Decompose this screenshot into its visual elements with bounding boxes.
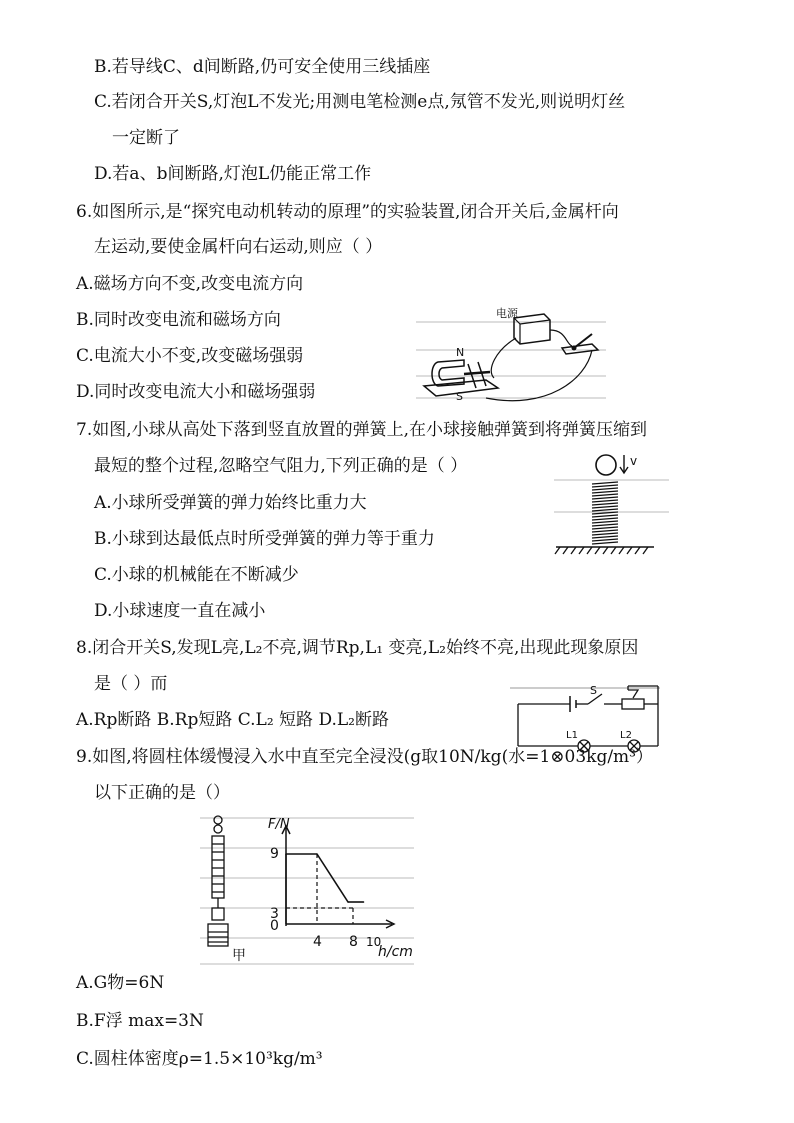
q6-stem-line2: 左运动,要使金属杆向右运动,则应（ ） bbox=[94, 237, 383, 257]
q6-option-d: D.同时改变电流大小和磁场强弱 bbox=[76, 382, 316, 402]
q7-spring-figure bbox=[554, 448, 669, 556]
q5-option-d: D.若a、b间断路,灯泡L仍能正常工作 bbox=[94, 164, 372, 184]
spring-scale-icon bbox=[212, 816, 224, 908]
q9-curve-point bbox=[316, 853, 318, 855]
q9-x-axis-label: h/cm bbox=[378, 944, 413, 960]
q9-curve-point bbox=[347, 901, 349, 903]
q9-figure bbox=[196, 812, 418, 970]
power-source-icon bbox=[514, 314, 550, 344]
q9-stem-density-overlap: (水=1 bbox=[501, 747, 551, 767]
q9-guide-lines bbox=[286, 854, 353, 924]
spring-icon bbox=[592, 482, 618, 544]
q9-option-a: A.G物=6N bbox=[76, 973, 165, 993]
beaker-icon bbox=[208, 924, 228, 946]
q9-curve-point bbox=[363, 901, 365, 903]
q9-option-c: C.圆柱体密度ρ=1.5×10³kg/m³ bbox=[76, 1049, 323, 1069]
q6-stem-line1: 6.如图所示,是“探究电动机转动的原理”的实验装置,闭合开关后,金属杆向 bbox=[76, 202, 619, 222]
ball-icon bbox=[596, 455, 616, 475]
switch-icon bbox=[562, 334, 598, 354]
q9-x-tick-10: 10 bbox=[366, 935, 382, 949]
q9-curve-point bbox=[285, 853, 287, 855]
q9-stem-line1 bbox=[76, 745, 653, 769]
q7-option-b: B.小球到达最低点时所受弹簧的弹力等于重力 bbox=[94, 529, 435, 549]
q8-fig-label-l2: L2 bbox=[620, 730, 632, 741]
q9-fig-label-jia: 甲 bbox=[232, 948, 246, 964]
q5-option-b: B.若导线C、d间断路,仍可安全使用三线插座 bbox=[94, 57, 431, 77]
q9-option-b: B.F浮 max=3N bbox=[76, 1011, 204, 1031]
q5-option-c-line2: 一定断了 bbox=[112, 128, 180, 148]
q7-option-c: C.小球的机械能在不断减少 bbox=[94, 565, 299, 585]
rheostat-icon bbox=[614, 686, 658, 709]
q6-motor-figure bbox=[416, 300, 606, 418]
q8-fig-label-s: S bbox=[590, 684, 597, 697]
q6-option-c: C.电流大小不变,改变磁场强弱 bbox=[76, 346, 304, 366]
q8-fig-label-l1: L1 bbox=[566, 730, 578, 741]
q7-fig-label-v: v bbox=[630, 454, 638, 468]
q9-x-tick-4: 4 bbox=[313, 934, 322, 950]
q8-options: A.Rp断路 B.Rp短路 C.L₂ 短路 D.L₂断路 bbox=[76, 710, 389, 730]
q8-stem-line1: 8.闭合开关S,发现L亮,L₂不亮,调节Rp,L₁ 变亮,L₂始终不亮,出现此现象原因 bbox=[76, 638, 639, 658]
q9-stem-line2: 以下正确的是（） bbox=[94, 783, 230, 803]
q6-fig-label-s: S bbox=[456, 390, 463, 403]
q9-x-tick-8: 8 bbox=[349, 934, 358, 950]
q8-stem-line2: 是（ ）而 bbox=[94, 674, 168, 694]
q9-stem-text: 9.如图,将圆柱体缓慢浸入水中直至完全浸没(g取10N/kg bbox=[76, 747, 502, 767]
q5-option-c-line1: C.若闭合开关S,灯泡L不发光;用测电笔检测e点,氖管不发光,则说明灯丝 bbox=[94, 92, 626, 112]
q9-graph-axes bbox=[282, 826, 394, 928]
q7-stem-line2: 最短的整个过程,忽略空气阻力,下列正确的是（ ） bbox=[94, 456, 468, 476]
q9-stem-circle-mark: ⊗ bbox=[550, 747, 565, 767]
q6-option-a: A.磁场方向不变,改变电流方向 bbox=[76, 274, 304, 294]
q6-fig-label-source: 电源 bbox=[496, 307, 518, 320]
velocity-arrow-icon bbox=[620, 455, 628, 473]
q9-y-tick-0: 0 bbox=[270, 918, 279, 934]
q8-circuit-figure bbox=[510, 682, 670, 754]
battery-icon bbox=[570, 696, 576, 712]
cylinder-icon bbox=[212, 908, 224, 920]
q9-stem-tail: 03kg/m³） bbox=[564, 747, 653, 767]
q9-y-axis-label: F/N bbox=[268, 817, 290, 832]
q9-y-tick-3: 3 bbox=[270, 906, 279, 922]
ground-icon bbox=[555, 547, 654, 554]
q6-option-b: B.同时改变电流和磁场方向 bbox=[76, 310, 281, 330]
q7-option-d: D.小球速度一直在减小 bbox=[94, 601, 266, 621]
q6-fig-label-n: N bbox=[456, 346, 465, 359]
q7-option-a: A.小球所受弹簧的弹力始终比重力大 bbox=[94, 493, 367, 513]
q9-y-tick-9: 9 bbox=[270, 846, 279, 862]
q7-stem-line1: 7.如图,小球从高处下落到竖直放置的弹簧上,在小球接触弹簧到将弹簧压缩到 bbox=[76, 420, 648, 440]
